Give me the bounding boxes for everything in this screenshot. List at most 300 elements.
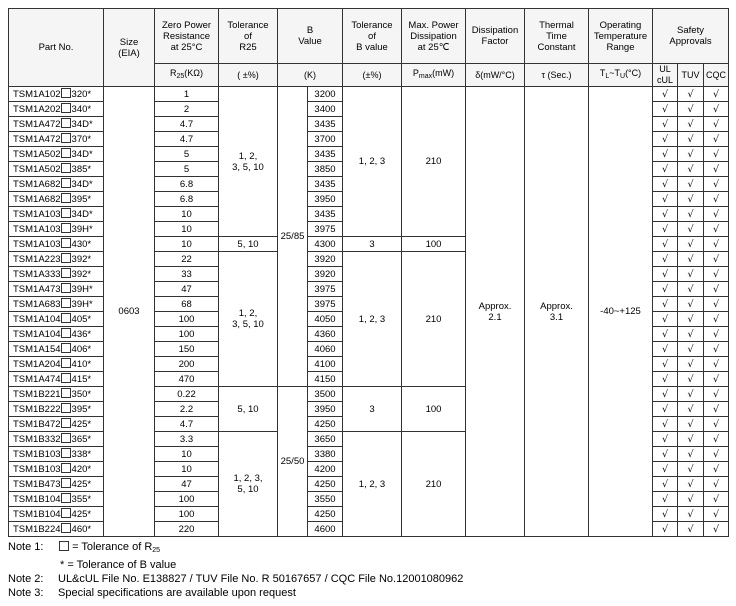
- ul-check-icon: √: [653, 297, 678, 312]
- b-value-cell: 3500: [308, 387, 343, 402]
- ul-check-icon: √: [653, 192, 678, 207]
- cqc-check-icon: √: [704, 492, 729, 507]
- unit-pmax: $P_{max}(mW)$: [402, 64, 466, 87]
- part-no-cell: [9, 237, 104, 252]
- ul-check-icon: √: [653, 372, 678, 387]
- tolerance-box-icon: [61, 403, 71, 413]
- r25-cell: 1: [155, 87, 219, 102]
- note-3-text: Special specifications are available upon request: [58, 587, 296, 599]
- part-no-cell: [9, 342, 104, 357]
- r25-cell: 100: [155, 312, 219, 327]
- part-no-suffix: 34D*: [71, 119, 93, 130]
- cqc-check-icon: √: [704, 462, 729, 477]
- b-value-cell: 4200: [308, 462, 343, 477]
- part-no-cell: [9, 357, 104, 372]
- r25-cell: 4.7: [155, 417, 219, 432]
- header-part-no: Part No.: [9, 9, 104, 87]
- tuv-check-icon: √: [678, 447, 704, 462]
- part-no-prefix: TSM1A472: [13, 134, 61, 145]
- header-thermal: Thermal Time Constant: [525, 9, 589, 64]
- tuv-check-icon: √: [678, 297, 704, 312]
- part-no-cell: [9, 252, 104, 267]
- b-value-cell: 3200: [308, 87, 343, 102]
- part-no-suffix: 395*: [71, 404, 92, 415]
- header-cqc: CQC: [704, 64, 729, 87]
- tuv-check-icon: √: [678, 372, 704, 387]
- r25-cell: 22: [155, 252, 219, 267]
- part-no-cell: [9, 372, 104, 387]
- part-no-cell: [9, 522, 104, 537]
- part-no-prefix: TSM1A223: [13, 254, 61, 265]
- part-no-prefix: TSM1A104: [13, 314, 61, 325]
- part-no-suffix: 34D*: [71, 209, 93, 220]
- part-no-cell: [9, 132, 104, 147]
- tuv-check-icon: √: [678, 477, 704, 492]
- tolerance-box-icon: [61, 253, 71, 263]
- b-value-cell: 4060: [308, 342, 343, 357]
- part-no-cell: [9, 447, 104, 462]
- tolerance-box-icon: [61, 343, 71, 353]
- ul-check-icon: √: [653, 222, 678, 237]
- part-no-suffix: 340*: [71, 104, 92, 115]
- tuv-check-icon: √: [678, 192, 704, 207]
- note-1-label: Note 1:: [8, 541, 44, 553]
- part-no-prefix: TSM1A502: [13, 164, 61, 175]
- tolerance-box-icon: [61, 133, 71, 143]
- notes: [8, 540, 728, 600]
- part-no-suffix: 385*: [71, 164, 92, 175]
- cqc-check-icon: √: [704, 132, 729, 147]
- tolerance-box-icon: [61, 208, 71, 218]
- part-no-prefix: TSM1A473: [13, 284, 61, 295]
- part-no-prefix: TSM1A103: [13, 224, 61, 235]
- r25-cell: 5: [155, 162, 219, 177]
- part-no-suffix: 34D*: [71, 179, 93, 190]
- part-no-suffix: 420*: [71, 464, 92, 475]
- cqc-check-icon: √: [704, 267, 729, 282]
- unit-tol-b: (±%): [343, 64, 402, 87]
- tolerance-box-icon: [61, 118, 71, 128]
- part-no-cell: [9, 177, 104, 192]
- cqc-check-icon: √: [704, 192, 729, 207]
- ul-check-icon: √: [653, 252, 678, 267]
- tolerance-box-icon: [61, 148, 71, 158]
- part-no-cell: [9, 402, 104, 417]
- r25-cell: 4.7: [155, 117, 219, 132]
- tol-b-cell: 1, 2, 3: [343, 87, 402, 237]
- unit-dissipation: δ(mW/°C): [466, 64, 525, 87]
- tuv-check-icon: √: [678, 432, 704, 447]
- tuv-check-icon: √: [678, 522, 704, 537]
- r25-cell: 47: [155, 477, 219, 492]
- unit-r25: $R_{25}(K\Omega)$: [155, 64, 219, 87]
- spec-sheet: [8, 8, 728, 600]
- part-no-prefix: TSM1A474: [13, 374, 61, 385]
- r25-cell: 150: [155, 342, 219, 357]
- b-value-cell: 4050: [308, 312, 343, 327]
- part-no-suffix: 39H*: [71, 299, 93, 310]
- tolerance-box-icon: [61, 328, 71, 338]
- tol-r25-cell: 1, 2, 3, 5, 10: [219, 432, 278, 537]
- part-no-suffix: 392*: [71, 254, 92, 265]
- tuv-check-icon: √: [678, 387, 704, 402]
- r25-cell: 200: [155, 357, 219, 372]
- note-2-text: UL&cUL File No. E138827 / TUV File No. R 50167657 / CQC File No.12001080962: [58, 573, 464, 585]
- part-no-prefix: TSM1A682: [13, 194, 61, 205]
- b-value-cell: 3975: [308, 282, 343, 297]
- thermal-cell: Approx. 3.1: [525, 87, 589, 537]
- part-no-cell: [9, 192, 104, 207]
- r25-cell: 5: [155, 147, 219, 162]
- tol-r25-cell: 5, 10: [219, 387, 278, 432]
- part-no-prefix: TSM1B222: [13, 404, 61, 415]
- b-value-cell: 3380: [308, 447, 343, 462]
- part-no-cell: [9, 387, 104, 402]
- cqc-check-icon: √: [704, 327, 729, 342]
- tolerance-box-icon: [61, 388, 71, 398]
- cqc-check-icon: √: [704, 102, 729, 117]
- part-no-suffix: 436*: [71, 329, 92, 340]
- part-no-prefix: TSM1A202: [13, 104, 61, 115]
- tolerance-box-icon: [61, 463, 71, 473]
- ul-check-icon: √: [653, 87, 678, 102]
- tolerance-box-icon: [61, 298, 71, 308]
- part-no-suffix: 320*: [71, 89, 92, 100]
- r25-cell: 3.3: [155, 432, 219, 447]
- cqc-check-icon: √: [704, 222, 729, 237]
- thermistor-spec-table: [8, 8, 729, 537]
- r25-cell: 2: [155, 102, 219, 117]
- tuv-check-icon: √: [678, 102, 704, 117]
- r25-cell: 10: [155, 237, 219, 252]
- note-3: [8, 586, 728, 600]
- part-no-prefix: TSM1B104: [13, 494, 61, 505]
- part-no-cell: [9, 417, 104, 432]
- ul-check-icon: √: [653, 522, 678, 537]
- part-no-suffix: 425*: [71, 509, 92, 520]
- tuv-check-icon: √: [678, 252, 704, 267]
- note-2: [8, 572, 728, 586]
- tuv-check-icon: √: [678, 357, 704, 372]
- cqc-check-icon: √: [704, 372, 729, 387]
- tuv-check-icon: √: [678, 237, 704, 252]
- cqc-check-icon: √: [704, 177, 729, 192]
- ul-check-icon: √: [653, 267, 678, 282]
- tol-r25-cell: 5, 10: [219, 237, 278, 252]
- header-ul-cul: UL cUL: [653, 64, 678, 87]
- tuv-check-icon: √: [678, 282, 704, 297]
- part-no-prefix: TSM1B103: [13, 464, 61, 475]
- part-no-cell: [9, 492, 104, 507]
- part-no-cell: [9, 87, 104, 102]
- r25-cell: 4.7: [155, 132, 219, 147]
- tolerance-box-icon: [61, 313, 71, 323]
- part-no-suffix: 39H*: [71, 284, 93, 295]
- tuv-check-icon: √: [678, 222, 704, 237]
- r25-cell: 33: [155, 267, 219, 282]
- cqc-check-icon: √: [704, 147, 729, 162]
- tol-b-cell: 3: [343, 237, 402, 252]
- tolerance-box-icon: [61, 178, 71, 188]
- b-value-cell: 4250: [308, 477, 343, 492]
- b-group-cell: 25/50: [278, 387, 308, 537]
- header-size: Size (EIA): [104, 9, 155, 87]
- part-no-prefix: TSM1A103: [13, 239, 61, 250]
- part-no-suffix: 350*: [71, 389, 92, 400]
- part-no-prefix: TSM1B221: [13, 389, 61, 400]
- ul-check-icon: √: [653, 492, 678, 507]
- unit-tol-r25: ( ±%): [219, 64, 278, 87]
- part-no-prefix: TSM1B224: [13, 524, 61, 535]
- r25-cell: 100: [155, 327, 219, 342]
- part-no-suffix: 406*: [71, 344, 92, 355]
- tuv-check-icon: √: [678, 267, 704, 282]
- part-no-suffix: 355*: [71, 494, 92, 505]
- tolerance-box-icon: [61, 223, 71, 233]
- part-no-suffix: 410*: [71, 359, 92, 370]
- pmax-cell: 210: [402, 432, 466, 537]
- part-no-cell: [9, 432, 104, 447]
- tolerance-box-icon: [59, 541, 69, 551]
- size-cell: 0603: [104, 87, 155, 537]
- op-temp-cell: -40~+125: [589, 87, 653, 537]
- note-1-b: * = Tolerance of B value: [60, 559, 177, 571]
- tolerance-box-icon: [61, 268, 71, 278]
- b-value-cell: 3950: [308, 402, 343, 417]
- part-no-cell: [9, 222, 104, 237]
- part-no-suffix: 395*: [71, 194, 92, 205]
- tolerance-box-icon: [61, 238, 71, 248]
- part-no-cell: [9, 117, 104, 132]
- tolerance-box-icon: [61, 418, 71, 428]
- tuv-check-icon: √: [678, 417, 704, 432]
- b-value-cell: 4250: [308, 507, 343, 522]
- r25-cell: 0.22: [155, 387, 219, 402]
- b-group-cell: 25/85: [278, 87, 308, 387]
- ul-check-icon: √: [653, 402, 678, 417]
- part-no-suffix: 425*: [71, 479, 92, 490]
- cqc-check-icon: √: [704, 252, 729, 267]
- part-no-cell: [9, 267, 104, 282]
- cqc-check-icon: √: [704, 432, 729, 447]
- header-dissipation: Dissipation Factor: [466, 9, 525, 64]
- part-no-prefix: TSM1A103: [13, 209, 61, 220]
- part-no-prefix: TSM1B332: [13, 434, 61, 445]
- b-value-cell: 4250: [308, 417, 343, 432]
- ul-check-icon: √: [653, 432, 678, 447]
- part-no-prefix: TSM1A502: [13, 149, 61, 160]
- part-no-cell: [9, 282, 104, 297]
- tol-r25-cell: 1, 2, 3, 5, 10: [219, 252, 278, 387]
- r25-cell: 10: [155, 447, 219, 462]
- part-no-suffix: 392*: [71, 269, 92, 280]
- cqc-check-icon: √: [704, 87, 729, 102]
- part-no-prefix: TSM1A472: [13, 119, 61, 130]
- cqc-check-icon: √: [704, 522, 729, 537]
- tolerance-box-icon: [61, 433, 71, 443]
- part-no-cell: [9, 312, 104, 327]
- pmax-cell: 210: [402, 252, 466, 387]
- part-no-cell: [9, 507, 104, 522]
- b-value-cell: 3920: [308, 267, 343, 282]
- r25-cell: 68: [155, 297, 219, 312]
- ul-check-icon: √: [653, 417, 678, 432]
- b-value-cell: 3400: [308, 102, 343, 117]
- header-op-temp: Operating Temperature Range: [589, 9, 653, 64]
- part-no-suffix: 415*: [71, 374, 92, 385]
- b-value-cell: 3435: [308, 117, 343, 132]
- part-no-cell: [9, 327, 104, 342]
- part-no-suffix: 365*: [71, 434, 92, 445]
- r25-cell: 2.2: [155, 402, 219, 417]
- table-row: [9, 87, 729, 102]
- ul-check-icon: √: [653, 477, 678, 492]
- part-no-prefix: TSM1A682: [13, 179, 61, 190]
- ul-check-icon: √: [653, 462, 678, 477]
- ul-check-icon: √: [653, 162, 678, 177]
- b-value-cell: 3650: [308, 432, 343, 447]
- tolerance-box-icon: [61, 193, 71, 203]
- tuv-check-icon: √: [678, 132, 704, 147]
- cqc-check-icon: √: [704, 477, 729, 492]
- part-no-cell: [9, 102, 104, 117]
- r25-cell: 47: [155, 282, 219, 297]
- part-no-cell: [9, 477, 104, 492]
- b-value-cell: 3975: [308, 297, 343, 312]
- r25-cell: 6.8: [155, 177, 219, 192]
- cqc-check-icon: √: [704, 282, 729, 297]
- part-no-prefix: TSM1A154: [13, 344, 61, 355]
- tolerance-box-icon: [61, 88, 71, 98]
- r25-cell: 220: [155, 522, 219, 537]
- unit-op-temp: $T_L\sim T_U(^\circ C)$: [589, 64, 653, 87]
- header-b-value: B Value: [278, 9, 343, 64]
- ul-check-icon: √: [653, 132, 678, 147]
- part-no-suffix: 34D*: [71, 149, 93, 160]
- tol-b-cell: 1, 2, 3: [343, 252, 402, 387]
- part-no-suffix: 430*: [71, 239, 92, 250]
- ul-check-icon: √: [653, 327, 678, 342]
- cqc-check-icon: √: [704, 117, 729, 132]
- tol-b-cell: 3: [343, 387, 402, 432]
- pmax-cell: 100: [402, 237, 466, 252]
- ul-check-icon: √: [653, 357, 678, 372]
- tolerance-box-icon: [61, 478, 71, 488]
- b-value-cell: 3700: [308, 132, 343, 147]
- part-no-prefix: TSM1A204: [13, 359, 61, 370]
- tuv-check-icon: √: [678, 342, 704, 357]
- part-no-prefix: TSM1A333: [13, 269, 61, 280]
- part-no-suffix: 425*: [71, 419, 92, 430]
- cqc-check-icon: √: [704, 357, 729, 372]
- ul-check-icon: √: [653, 387, 678, 402]
- ul-check-icon: √: [653, 177, 678, 192]
- part-no-cell: [9, 162, 104, 177]
- dissipation-cell: Approx. 2.1: [466, 87, 525, 537]
- part-no-cell: [9, 462, 104, 477]
- tolerance-box-icon: [61, 103, 71, 113]
- b-value-cell: 3550: [308, 492, 343, 507]
- tuv-check-icon: √: [678, 492, 704, 507]
- part-no-prefix: TSM1B103: [13, 449, 61, 460]
- ul-check-icon: √: [653, 282, 678, 297]
- cqc-check-icon: √: [704, 387, 729, 402]
- b-value-cell: 3950: [308, 192, 343, 207]
- unit-thermal: τ (Sec.): [525, 64, 589, 87]
- cqc-check-icon: √: [704, 237, 729, 252]
- tolerance-box-icon: [61, 163, 71, 173]
- b-value-cell: 3435: [308, 177, 343, 192]
- ul-check-icon: √: [653, 237, 678, 252]
- part-no-cell: [9, 207, 104, 222]
- part-no-prefix: TSM1A102: [13, 89, 61, 100]
- part-no-prefix: TSM1B473: [13, 479, 61, 490]
- part-no-prefix: TSM1B472: [13, 419, 61, 430]
- tuv-check-icon: √: [678, 87, 704, 102]
- r25-cell: 470: [155, 372, 219, 387]
- note-3-label: Note 3:: [8, 587, 44, 599]
- r25-cell: 10: [155, 207, 219, 222]
- part-no-prefix: TSM1A683: [13, 299, 61, 310]
- pmax-cell: 210: [402, 87, 466, 237]
- ul-check-icon: √: [653, 312, 678, 327]
- tuv-check-icon: √: [678, 147, 704, 162]
- part-no-suffix: 405*: [71, 314, 92, 325]
- ul-check-icon: √: [653, 147, 678, 162]
- cqc-check-icon: √: [704, 507, 729, 522]
- note-2-label: Note 2:: [8, 573, 44, 585]
- header-r25: Zero Power Resistance at 25°C: [155, 9, 219, 64]
- tolerance-box-icon: [61, 373, 71, 383]
- ul-check-icon: √: [653, 117, 678, 132]
- b-value-cell: 3975: [308, 222, 343, 237]
- ul-check-icon: √: [653, 342, 678, 357]
- part-no-suffix: 370*: [71, 134, 92, 145]
- part-no-suffix: 338*: [71, 449, 92, 460]
- tuv-check-icon: √: [678, 507, 704, 522]
- note-1: [8, 540, 728, 558]
- b-value-cell: 4100: [308, 357, 343, 372]
- b-value-cell: 3850: [308, 162, 343, 177]
- cqc-check-icon: √: [704, 312, 729, 327]
- ul-check-icon: √: [653, 447, 678, 462]
- note-1-text: = Tolerance of $R_{25}$: [58, 540, 160, 558]
- part-no-cell: [9, 297, 104, 312]
- b-value-cell: 3435: [308, 147, 343, 162]
- cqc-check-icon: √: [704, 402, 729, 417]
- b-value-cell: 4600: [308, 522, 343, 537]
- b-value-cell: 3435: [308, 207, 343, 222]
- header-pmax: Max. Power Dissipation at 25℃: [402, 9, 466, 64]
- part-no-cell: [9, 147, 104, 162]
- header-tol-b: Tolerance of B value: [343, 9, 402, 64]
- b-value-cell: 4300: [308, 237, 343, 252]
- part-no-prefix: TSM1B104: [13, 509, 61, 520]
- r25-cell: 10: [155, 462, 219, 477]
- tol-b-cell: 1, 2, 3: [343, 432, 402, 537]
- ul-check-icon: √: [653, 207, 678, 222]
- tolerance-box-icon: [61, 283, 71, 293]
- tolerance-box-icon: [61, 523, 71, 533]
- header-tuv: TUV: [678, 64, 704, 87]
- unit-b-value: (K): [278, 64, 343, 87]
- tuv-check-icon: √: [678, 177, 704, 192]
- r25-cell: 100: [155, 492, 219, 507]
- cqc-check-icon: √: [704, 162, 729, 177]
- r25-cell: 10: [155, 222, 219, 237]
- tuv-check-icon: √: [678, 312, 704, 327]
- tolerance-box-icon: [61, 508, 71, 518]
